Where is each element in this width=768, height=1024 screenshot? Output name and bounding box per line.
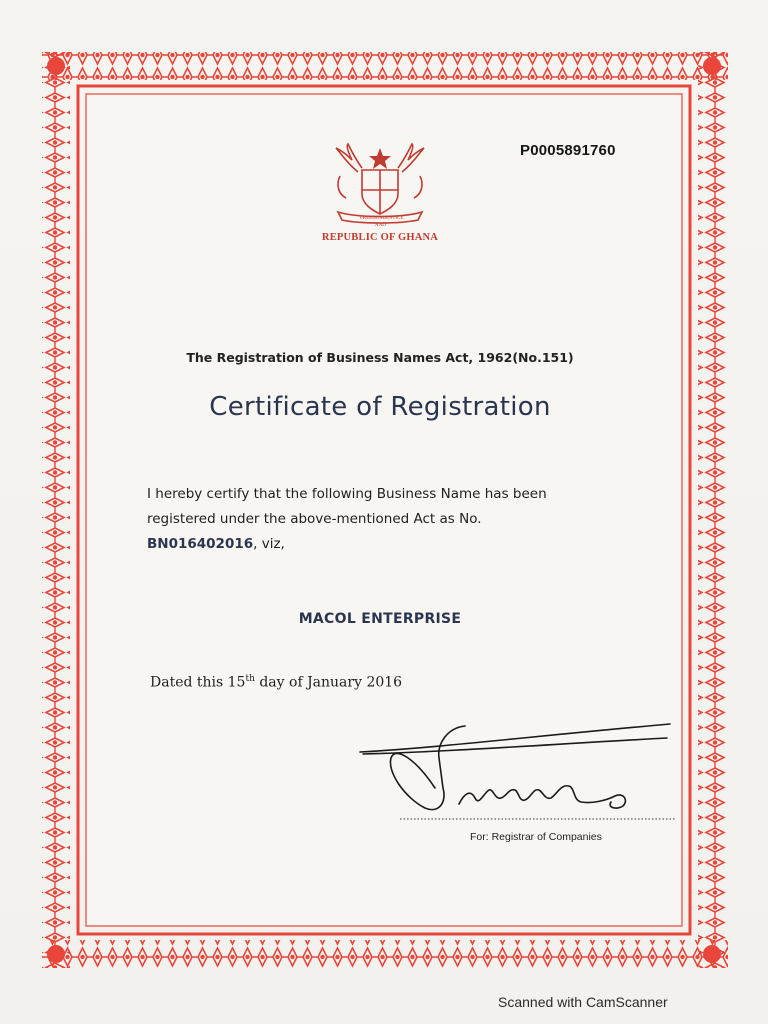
crest-motto-middle: AND bbox=[375, 223, 386, 228]
act-reference: The Registration of Business Names Act, 1962(No.151) bbox=[186, 350, 574, 365]
crest-motto-left: FREEDOM bbox=[360, 216, 384, 221]
statement-line-2: registered under the above-mentioned Act as No. bbox=[147, 511, 482, 527]
registration-number: BN016402016 bbox=[147, 536, 254, 552]
business-name: MACOL ENTERPRISE bbox=[298, 611, 462, 627]
crest-motto-right: JUSTICE bbox=[384, 216, 404, 221]
ghana-coat-of-arms-icon bbox=[318, 142, 442, 232]
statement-line-3 bbox=[147, 532, 617, 557]
certificate-title: Certificate of Registration bbox=[209, 392, 551, 422]
certification-statement bbox=[147, 482, 617, 557]
dated-suffix: day of January 2016 bbox=[254, 674, 403, 691]
registrar-signature bbox=[355, 718, 675, 830]
crest-label: REPUBLIC OF GHANA bbox=[321, 232, 439, 243]
statement-suffix: , viz, bbox=[253, 536, 285, 552]
dated-ordinal: th bbox=[245, 674, 255, 684]
registrar-label: For: Registrar of Companies bbox=[470, 831, 602, 843]
certificate-serial-number: P0005891760 bbox=[520, 142, 616, 159]
statement-line-1: I hereby certify that the following Business Name has been bbox=[147, 486, 547, 502]
camscanner-watermark: Scanned with CamScanner bbox=[498, 994, 668, 1010]
dated-prefix: Dated this 15 bbox=[150, 674, 246, 691]
date-line bbox=[150, 674, 550, 691]
